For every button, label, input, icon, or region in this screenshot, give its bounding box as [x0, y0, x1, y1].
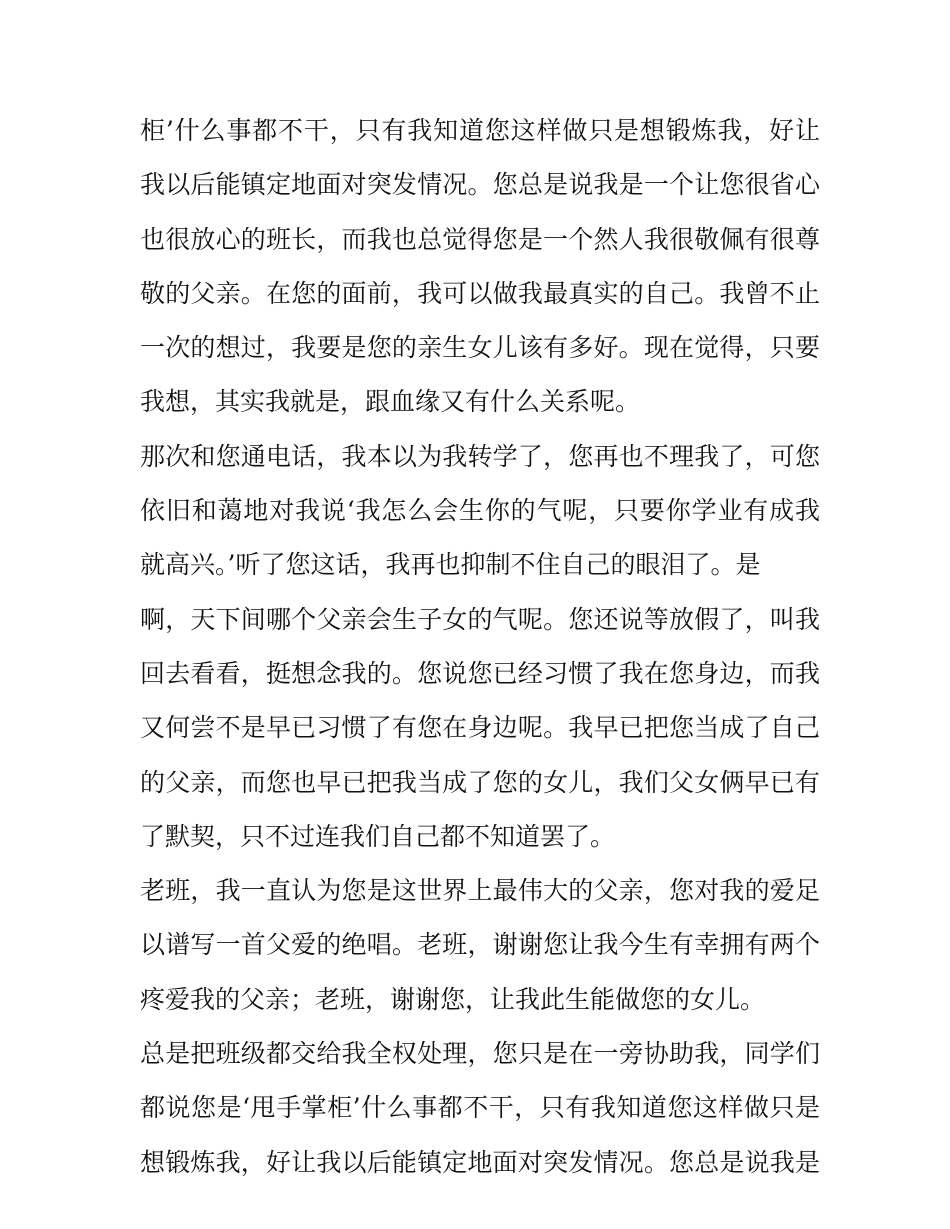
text-line-6: 我想，其实我就是，跟血缘又有什么关系呢。: [140, 387, 641, 417]
text-line-2: 我以后能镇定地面对突发情况。您总是说我是一个让您很省心: [140, 170, 820, 200]
text-line-17: 疼爱我的父亲；老班，谢谢您，让我此生能做您的女儿。: [140, 984, 766, 1014]
text-line-7: 那次和您通电话，我本以为我转学了，您再也不理我了，可您: [140, 441, 820, 471]
text-line-13: 的父亲，而您也早已把我当成了您的女儿，我们父女俩早已有: [140, 767, 820, 797]
text-line-19: 都说您是‘甩手掌柜’什么事都不干，只有我知道您这样做只是: [140, 1093, 820, 1123]
text-line-11: 回去看看，挺想念我的。您说您已经习惯了我在您身边，而我: [140, 658, 820, 688]
text-line-20: 想锻炼我，好让我以后能镇定地面对突发情况。您总是说我是: [140, 1147, 820, 1177]
text-line-18: 总是把班级都交给我全权处理，您只是在一旁协助我，同学们: [140, 1039, 820, 1069]
text-line-15: 老班，我一直认为您是这世界上最伟大的父亲，您对我的爱足: [140, 876, 820, 906]
text-line-10: 啊，天下间哪个父亲会生子女的气呢。您还说等放假了，叫我: [140, 604, 820, 634]
text-line-4: 敬的父亲。在您的面前，我可以做我最真实的自己。我曾不止: [140, 278, 820, 308]
body-text: [140, 104, 820, 1190]
text-line-16: 以谱写一首父爱的绝唱。老班，谢谢您让我今生有幸拥有两个: [140, 930, 820, 960]
text-line-14: 了默契，只不过连我们自己都不知道罢了。: [140, 821, 616, 851]
text-line-8: 依旧和蔼地对我说‘我怎么会生你的气呢，只要你学业有成我: [140, 496, 820, 526]
text-line-1: 柜’什么事都不干，只有我知道您这样做只是想锻炼我，好让: [140, 116, 820, 145]
text-line-5: 一次的想过，我要是您的亲生女儿该有多好。现在觉得，只要: [140, 333, 820, 363]
text-line-12: 又何尝不是早已习惯了有您在身边呢。我早已把您当成了自己: [140, 713, 820, 743]
text-line-3: 也很放心的班长，而我也总觉得您是一个然人我很敬佩有很尊: [140, 224, 820, 254]
text-line-9: 就高兴。’听了您这话，我再也抑制不住自己的眼泪了。是: [140, 550, 761, 580]
